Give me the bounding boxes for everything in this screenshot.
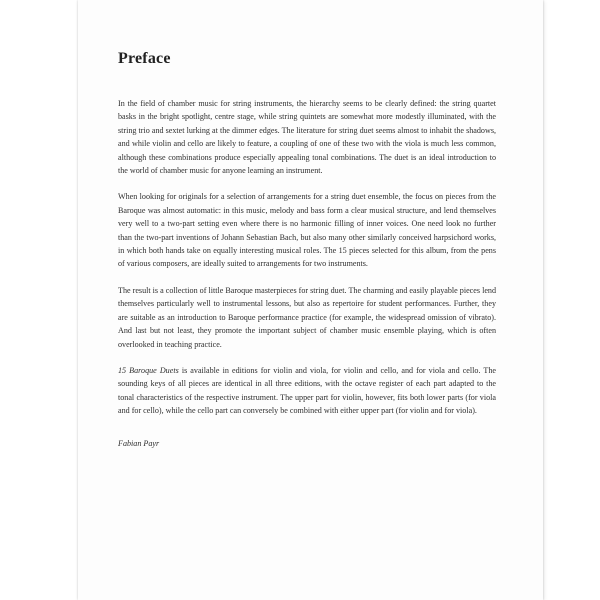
paragraph-4-text: is available in editions for violin and viola, for violin and cello, and for viola and cello. The sounding keys of all pieces are identical in all three editions, with the octave register of each part adapted to the tonal characteristics of the respective instrument. The upper part for violin, however, fits both lower parts (for viola and for cello), while the cello part can conversely be combined with either upper part (for violin and for viola). <box>118 365 496 416</box>
document-page <box>78 0 543 600</box>
page-title: Preface <box>118 50 171 67</box>
paragraph-3: The result is a collection of little Baroque masterpieces for string duet. The charming and easily playable pieces lend themselves particularly well to instrumental lessons, but also as repertoire for student performances. Further, they are suitable as an introduction to Baroque performance practice (for example, the widespread omission of vibrato). And last but not least, they promote the important subject of chamber music ensemble playing, which is often overlooked in teaching practice. <box>118 285 496 349</box>
paragraph-2: When looking for originals for a selection of arrangements for a string duet ensemble, the focus on pieces from the Baroque was almost automatic: in this music, melody and bass form a clear musical structure, and lend themselves very well to a two-part setting even where there is no harmonic filling of inner voices. One need look no further than the two-part inventions of Johann Sebastian Bach, but also many other similarly conceived harpsichord works, in which both hands take on equally interesting musical roles. The 15 pieces selected for this album, from the pens of various composers, are ideally suited to arrangements for two instruments. <box>118 192 496 269</box>
author-signature: Fabian Payr <box>118 438 160 448</box>
album-title-italic: 15 Baroque Duets <box>118 365 179 375</box>
page-content <box>118 50 496 450</box>
paragraph-4 <box>118 364 496 418</box>
paragraph-1: In the field of chamber music for string instruments, the hierarchy seems to be clearly defined: the string quartet basks in the bright spotlight, centre stage, while string quintets are somewhat more modestly illuminated, with the string trio and sextet lurking at the dimmer edges. The literature for string duet seems almost to inhabit the shadows, and while violin and cello are likely to feature, a coupling of one of these two with the viola is much less common, although these combinations produce especially appealing tonal combinations. The duet is an ideal introduction to the world of chamber music for anyone learning an instrument. <box>118 99 496 176</box>
